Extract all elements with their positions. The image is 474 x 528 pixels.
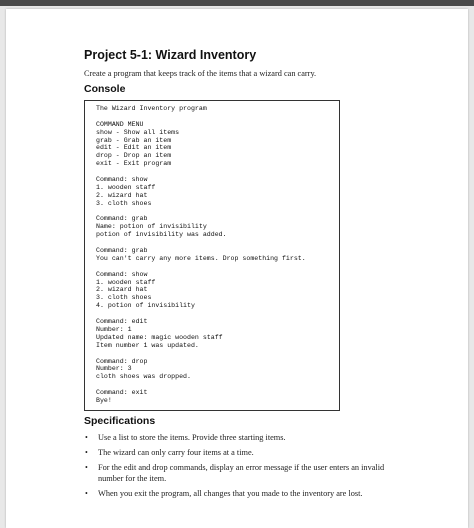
console-blank-line <box>96 239 334 247</box>
console-blank-line <box>96 350 334 358</box>
bullet-icon: • <box>85 447 88 457</box>
console-blank-line <box>96 113 334 121</box>
console-line: Number: 1 <box>96 325 132 333</box>
console-line: 3. cloth shoes <box>96 294 152 302</box>
console-line: 4. potion of invisibility <box>96 302 195 310</box>
page-content <box>84 47 384 503</box>
console-blank-line <box>96 310 334 318</box>
console-line: Command: show <box>96 270 148 278</box>
spec-item <box>84 447 388 458</box>
console-blank-line <box>96 208 334 216</box>
console-line: Bye! <box>96 396 112 404</box>
console-line: Command: grab <box>96 247 148 255</box>
console-line: 2. wizard hat <box>96 191 148 199</box>
console-line: COMMAND MENU <box>96 120 144 128</box>
console-line: Item number 1 was updated. <box>96 341 199 349</box>
console-line: Command: edit <box>96 318 148 326</box>
page-title: Project 5-1: Wizard Inventory <box>84 48 257 62</box>
spec-text: When you exit the program, all changes that you made to the inventory are lost. <box>98 488 363 498</box>
spec-item <box>84 432 388 443</box>
intro-text: Create a program that keeps track of the items that a wizard can carry. <box>84 69 317 78</box>
viewer-top-bar <box>0 0 474 6</box>
console-line: cloth shoes was dropped. <box>96 373 191 381</box>
console-line: grab - Grab an item <box>96 136 172 144</box>
specifications-list <box>84 432 384 499</box>
spec-text: For the edit and drop commands, display an error message if the user enters an invalid number for the item. <box>98 462 385 483</box>
specifications-heading: Specifications <box>84 414 156 427</box>
console-line: 3. cloth shoes <box>96 199 152 207</box>
console-blank-line <box>96 263 334 271</box>
console-blank-line <box>96 168 334 176</box>
console-line: edit - Edit an item <box>96 144 172 152</box>
console-line: The Wizard Inventory program <box>96 105 207 112</box>
bullet-icon: • <box>85 488 88 498</box>
bullet-icon: • <box>85 462 88 472</box>
console-line: exit - Exit program <box>96 160 172 168</box>
spec-item <box>84 488 388 499</box>
console-blank-line <box>96 381 334 389</box>
bullet-icon: • <box>85 432 88 442</box>
console-heading: Console <box>84 83 126 95</box>
document-page <box>6 9 468 528</box>
console-line: Command: grab <box>96 215 148 223</box>
console-line: 2. wizard hat <box>96 286 148 294</box>
console-line: 1. wooden staff <box>96 278 156 286</box>
console-line: drop - Drop an item <box>96 152 172 160</box>
console-line: Number: 3 <box>96 365 132 373</box>
console-line: potion of invisibility was added. <box>96 231 227 239</box>
spec-text: The wizard can only carry four items at a time. <box>98 447 254 457</box>
console-line: Command: drop <box>96 357 148 365</box>
console-box <box>84 100 340 411</box>
spec-item <box>84 462 388 484</box>
console-line: Command: show <box>96 176 148 184</box>
console-line: Updated name: magic wooden staff <box>96 333 223 341</box>
console-line: Name: potion of invisibility <box>96 223 207 231</box>
spec-text: Use a list to store the items. Provide three starting items. <box>98 432 286 442</box>
console-line: show - Show all items <box>96 128 180 136</box>
console-line: 1. wooden staff <box>96 183 156 191</box>
console-line: You can't carry any more items. Drop something first. <box>96 254 306 262</box>
console-line: Command: exit <box>96 389 148 397</box>
